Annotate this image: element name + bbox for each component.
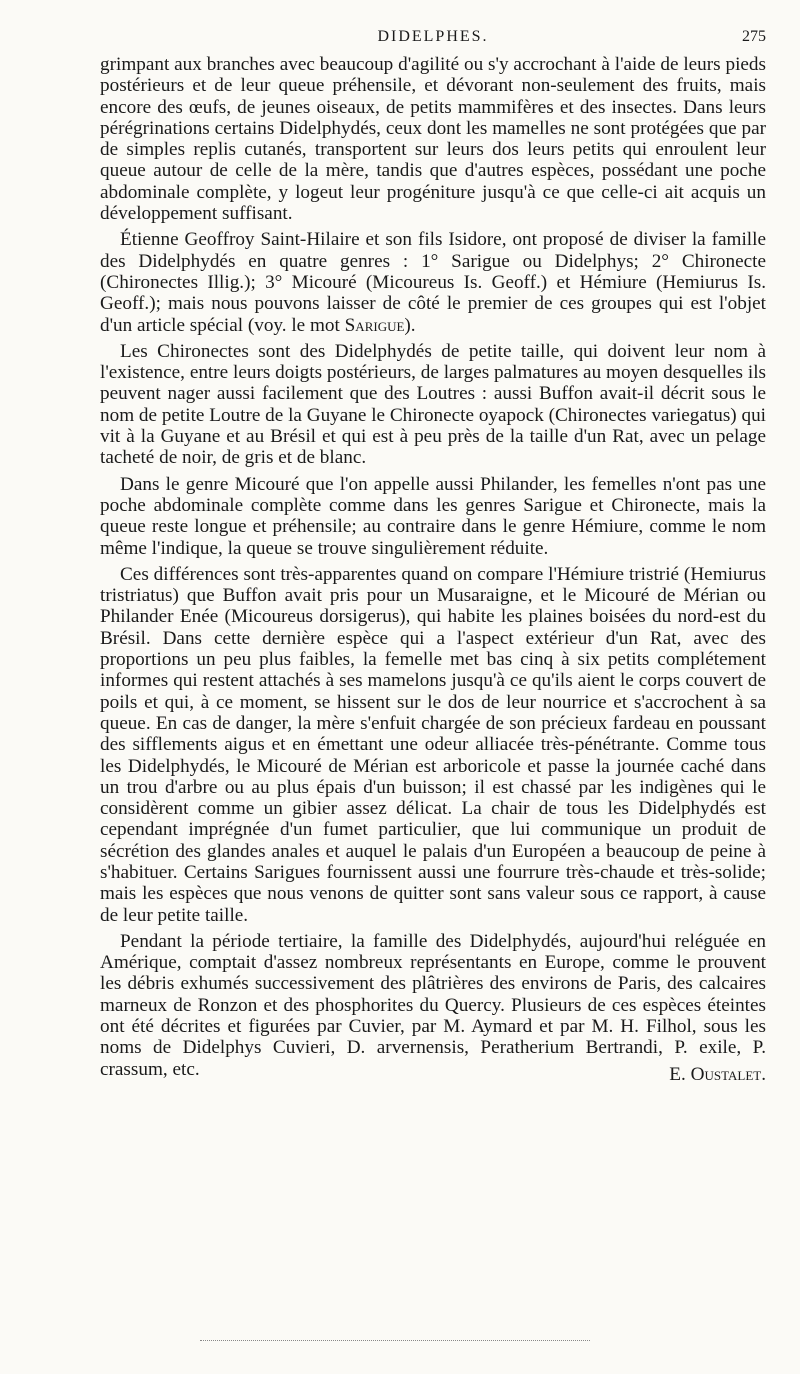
paragraph-1: grimpant aux branches avec beaucoup d'agilité ou s'y accrochant à l'aide de leurs pieds postérieurs et de leur queue préhensile, et dévorant non-seulement des fruits, mais encore des œufs, de jeunes oiseaux, de petits mammifères et des insectes. Dans leurs pérégrinations certains Didelphydés, ceux dont les mamelles ne sont protégées que par de simples replis cutanés, transportent sur leurs dos leurs petits qui enroulent leur queue autour de celle de la mère, tandis que d'autres espèces, possédant une poche abdominale complète, y logeut leur progéniture jusqu'à ce que celle-ci ait acquis un développement suffisant.	[100, 54, 766, 225]
paragraph-2	[100, 229, 766, 335]
author-initial: E.	[669, 1063, 686, 1085]
author-signature	[100, 1064, 766, 1086]
paragraph-3: Les Chironectes sont des Didelphydés de petite taille, qui doivent leur nom à l'existence, entre leurs doigts postérieurs, de larges palmatures au moyen desquelles ils peuvent nager aussi facilement que des Loutres : aussi Buffon avait-il décrit sous le nom de petite Loutre de la Guyane le Chironecte oyapock (Chironectes variegatus) qui vit à la Guyane et au Brésil et qui est à peu près de la taille d'un Rat, avec un pelage tacheté de noir, de gris et de blanc.	[100, 340, 766, 469]
cross-reference-term: Sarigue	[344, 314, 405, 336]
paragraph-5: Ces différences sont très-apparentes quand on compare l'Hémiure tristrié (Hemiurus tristriatus) que Buffon avait pris pour un Musaraigne, et le Micouré de Mérian ou Philander Enée (Micoureus dorsigerus), qui habite les plaines boisées du nord-est du Brésil. Dans cette dernière espèce qui a l'aspect extérieur d'un Rat, avec des proportions un peu plus faibles, la femelle met bas cinq à six petits complétement informes qui restent attachés à ses mamelons jusqu'à ce qu'ils aient le corps couvert de poils et qui, à ce moment, se hissent sur le dos de leur nourrice et s'accrochent à sa queue. En cas de danger, la mère s'enfuit chargée de son précieux fardeau en poussant des sifflements aigus et en émettant une odeur alliacée très-pénétrante. Comme tous les Didelphydés, le Micouré de Mérian est arboricole et passe la journée caché dans un trou d'arbre ou au plus épais d'un buisson; il est chassé par les indigènes qui le considèrent comme un gibier assez délicat. La chair de tous les Didelphydés est cependant imprégnée d'un fumet particulier, que lui communique un produit de sécrétion des glandes anales et auquel le palais d'un Européen a beaucoup de peine à s'habituer. Certains Sarigues fournissent aussi une fourrure très-chaude et très-solide; mais les espèces que nous venons de quitter sont sans valeur sous ce rapport, à cause de leur petite taille.	[100, 563, 766, 926]
running-title: DIDELPHES.	[377, 28, 489, 45]
page-header	[100, 24, 766, 54]
paragraph-2-end: ).	[404, 314, 416, 336]
document-page	[100, 24, 766, 1086]
paragraph-2-text: Étienne Geoffroy Saint-Hilaire et son fils Isidore, ont proposé de diviser la famille des Didelphydés en quatre genres : 1° Sarigue ou Didelphys; 2° Chironecte (Chironectes Illig.); 3° Micouré (Micoureus Is. Geoff.) et Hémiure (Hemiurus Is. Geoff.); mais nous pouvons laisser de côté le premier de ces groupes qui est l'objet d'un article spécial (voy. le mot	[100, 229, 766, 336]
author-name: Oustalet.	[690, 1063, 766, 1085]
page-number: 275	[742, 28, 766, 45]
footer-rule	[200, 1340, 590, 1341]
paragraph-6: Pendant la période tertiaire, la famille des Didelphydés, aujourd'hui reléguée en Amérique, comptait d'assez nombreux représentants en Europe, comme le prouvent les débris exhumés successivement des plâtrières des environs de Paris, des calcaires marneux de Ronzon et des phosphorites du Quercy. Plusieurs de ces espèces éteintes ont été décrites et figurées par Cuvier, par M. Aymard et par M. H. Filhol, sous les noms de Didelphys Cuvieri, D. arvernensis, Peratherium Bertrandi, P. exile, P. crassum, etc.	[100, 930, 766, 1080]
paragraph-4: Dans le genre Micouré que l'on appelle aussi Philander, les femelles n'ont pas une poche abdominale complète comme dans les genres Sarigue et Chironecte, mais la queue reste longue et préhensile; au contraire dans le genre Hémiure, comme le nom même l'indique, la queue se trouve singulièrement réduite.	[100, 473, 766, 559]
